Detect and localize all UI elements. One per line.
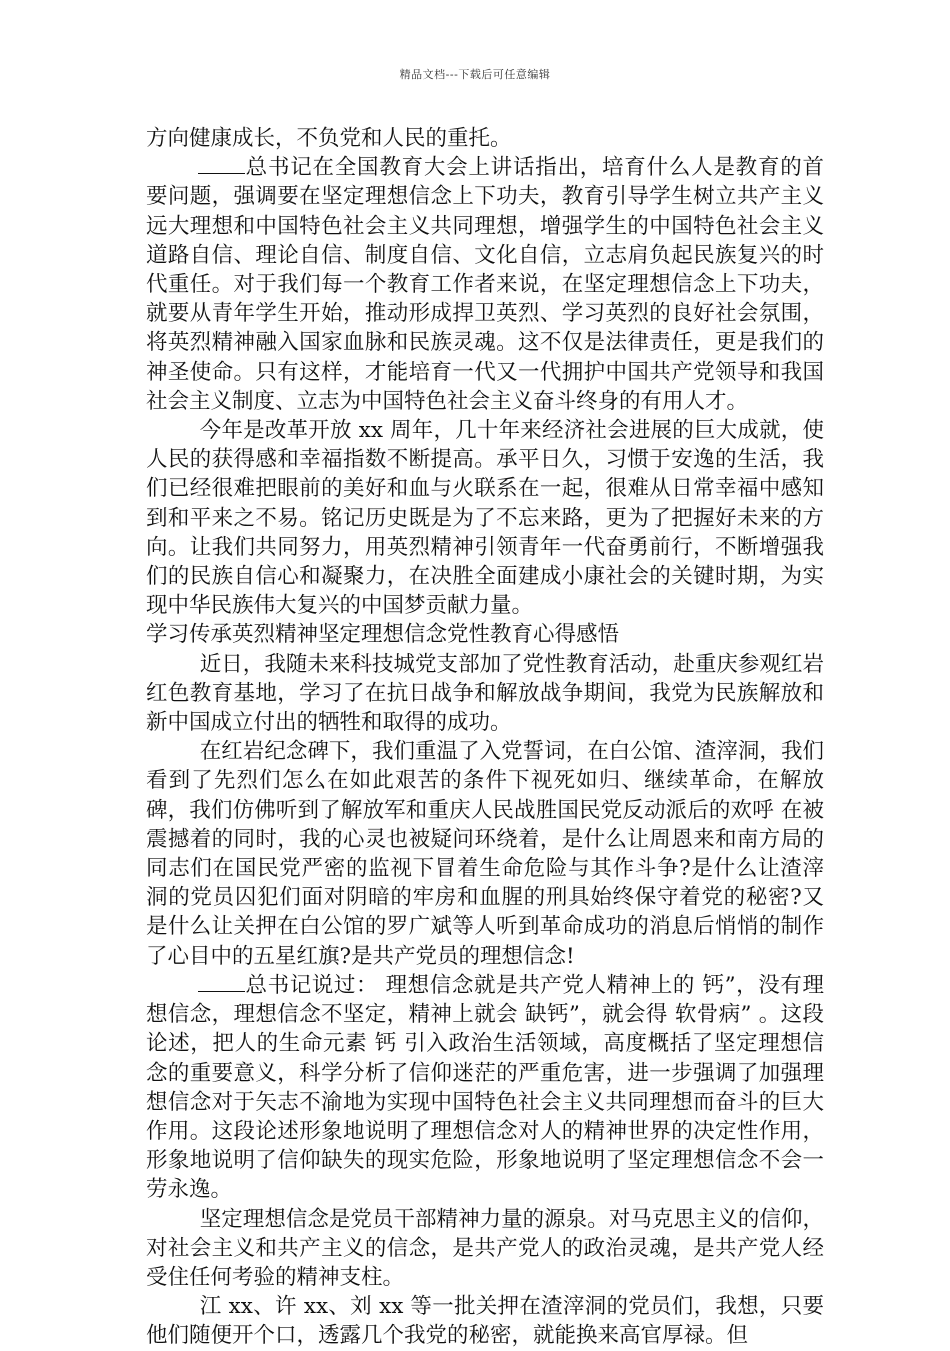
paragraph-continuation: 方向健康成长，不负党和人民的重托。 [146, 126, 512, 151]
paragraph-reform-anniversary: 今年是改革开放 xx 周年，几十年来经济社会进展的巨大成就，使人民的获得感和幸福指数不断提高。承平日久，习惯于安逸的生活，我们已经很难把眼前的美好和血与火联系在一起，很难从日常幸福中感知到和平来之不易。铭记历史既是为了不忘来路，更为了把握好未来的方向。让我们共同努力，用英烈精神引领青年一代奋勇前行，不断增强我们的民族自信心和凝聚力，在决胜全面建成小康社会的关键时期，为实现中华民族伟大复兴的中国梦贡献力量。 [146, 418, 824, 619]
paragraph-text: 总书记说过： 理想信念就是共产党人精神上的 钙”，没有理想信念，理想信念不坚定，精神上就会 缺钙”，就会得 软骨病” 。这段论述，把人的生命元素 钙 引入政治生活领域，高度概括了坚定理想信念的重要意义，科学分析了信仰迷茫的严重危害，进一步强调了加强理想信念对于矢志不渝地为实现中国特色社会主义共同理想而奋斗的巨大作用。这段论述形象地说明了理想信念对人的精神世界的决定性作用，形象地说明了信仰缺失的现实危险，形象地说明了坚定理想信念不会一劳永逸。 [146, 972, 824, 1203]
paragraph-calcium-quote [146, 971, 824, 1205]
paragraph-hongyan-memorial: 在红岩纪念碑下，我们重温了入党誓词，在白公馆、渣滓洞，我们看到了先烈们怎么在如此艰苦的条件下视死如归、继续革命，在解放碑，我们仿佛听到了解放军和重庆人民战胜国民党反动派后的欢呼 在被震撼着的同时，我的心灵也被疑问环绕着，是什么让周恩来和南方局的同志们在国民党严密的监视下冒着生命危险与其作斗争?是什么让渣滓洞的党员囚犯们面对阴暗的牢房和血腥的刑具始终保守着党的秘密?又是什么让关押在白公馆的罗广斌等人听到革命成功的消息后悄悄的制作了心目中的五星红旗?是共产党员的理想信念! [146, 739, 824, 969]
paragraph-education-speech [146, 153, 824, 416]
page-header: 精品文档---下载后可任意编辑 [399, 68, 551, 81]
section-title: 学习传承英烈精神坚定理想信念党性教育心得感悟 [146, 622, 620, 648]
paragraph-zhazidong-members: 江 xx、许 xx、刘 xx 等一批关押在渣滓洞的党员们，我想，只要他们随便开个口，透露几个我党的秘密，就能换来高官厚禄。但 [146, 1294, 824, 1349]
paragraph-text: 总书记在全国教育大会上讲话指出，培育什么人是教育的首要问题，强调要在坚定理想信念上下功夫，教育引导学生树立共产主义远大理想和中国特色社会主义共同理想，增强学生的中国特色社会主义道路自信、理论自信、制度自信、文化自信，立志肩负起民族复兴的时代重任。对于我们每一个教育工作者来说，在坚定理想信念上下功夫，就要从青年学生开始，推动形成捍卫英烈、学习英烈的良好社会氛围，将英烈精神融入国家血脉和民族灵魂。这不仅是法律责任，更是我们的神圣使命。只有这样，才能培育一代又一代拥护中国共产党领导和我国社会主义制度、立志为中国特色社会主义奋斗终身的有用人才。 [146, 155, 824, 414]
document-body [146, 124, 824, 1351]
paragraph-faith-source: 坚定理想信念是党员干部精神力量的源泉。对马克思主义的信仰，对社会主义和共产主义的信念，是共产党人的政治灵魂，是共产党人经受住任何考验的精神支柱。 [146, 1206, 824, 1290]
blank-underline [198, 154, 245, 174]
blank-underline [198, 972, 245, 992]
paragraph-hongyan-visit: 近日，我随未来科技城党支部加了党性教育活动，赴重庆参观红岩红色教育基地，学习了在抗日战争和解放战争期间，我党为民族解放和新中国成立付出的牺牲和取得的成功。 [146, 651, 824, 736]
